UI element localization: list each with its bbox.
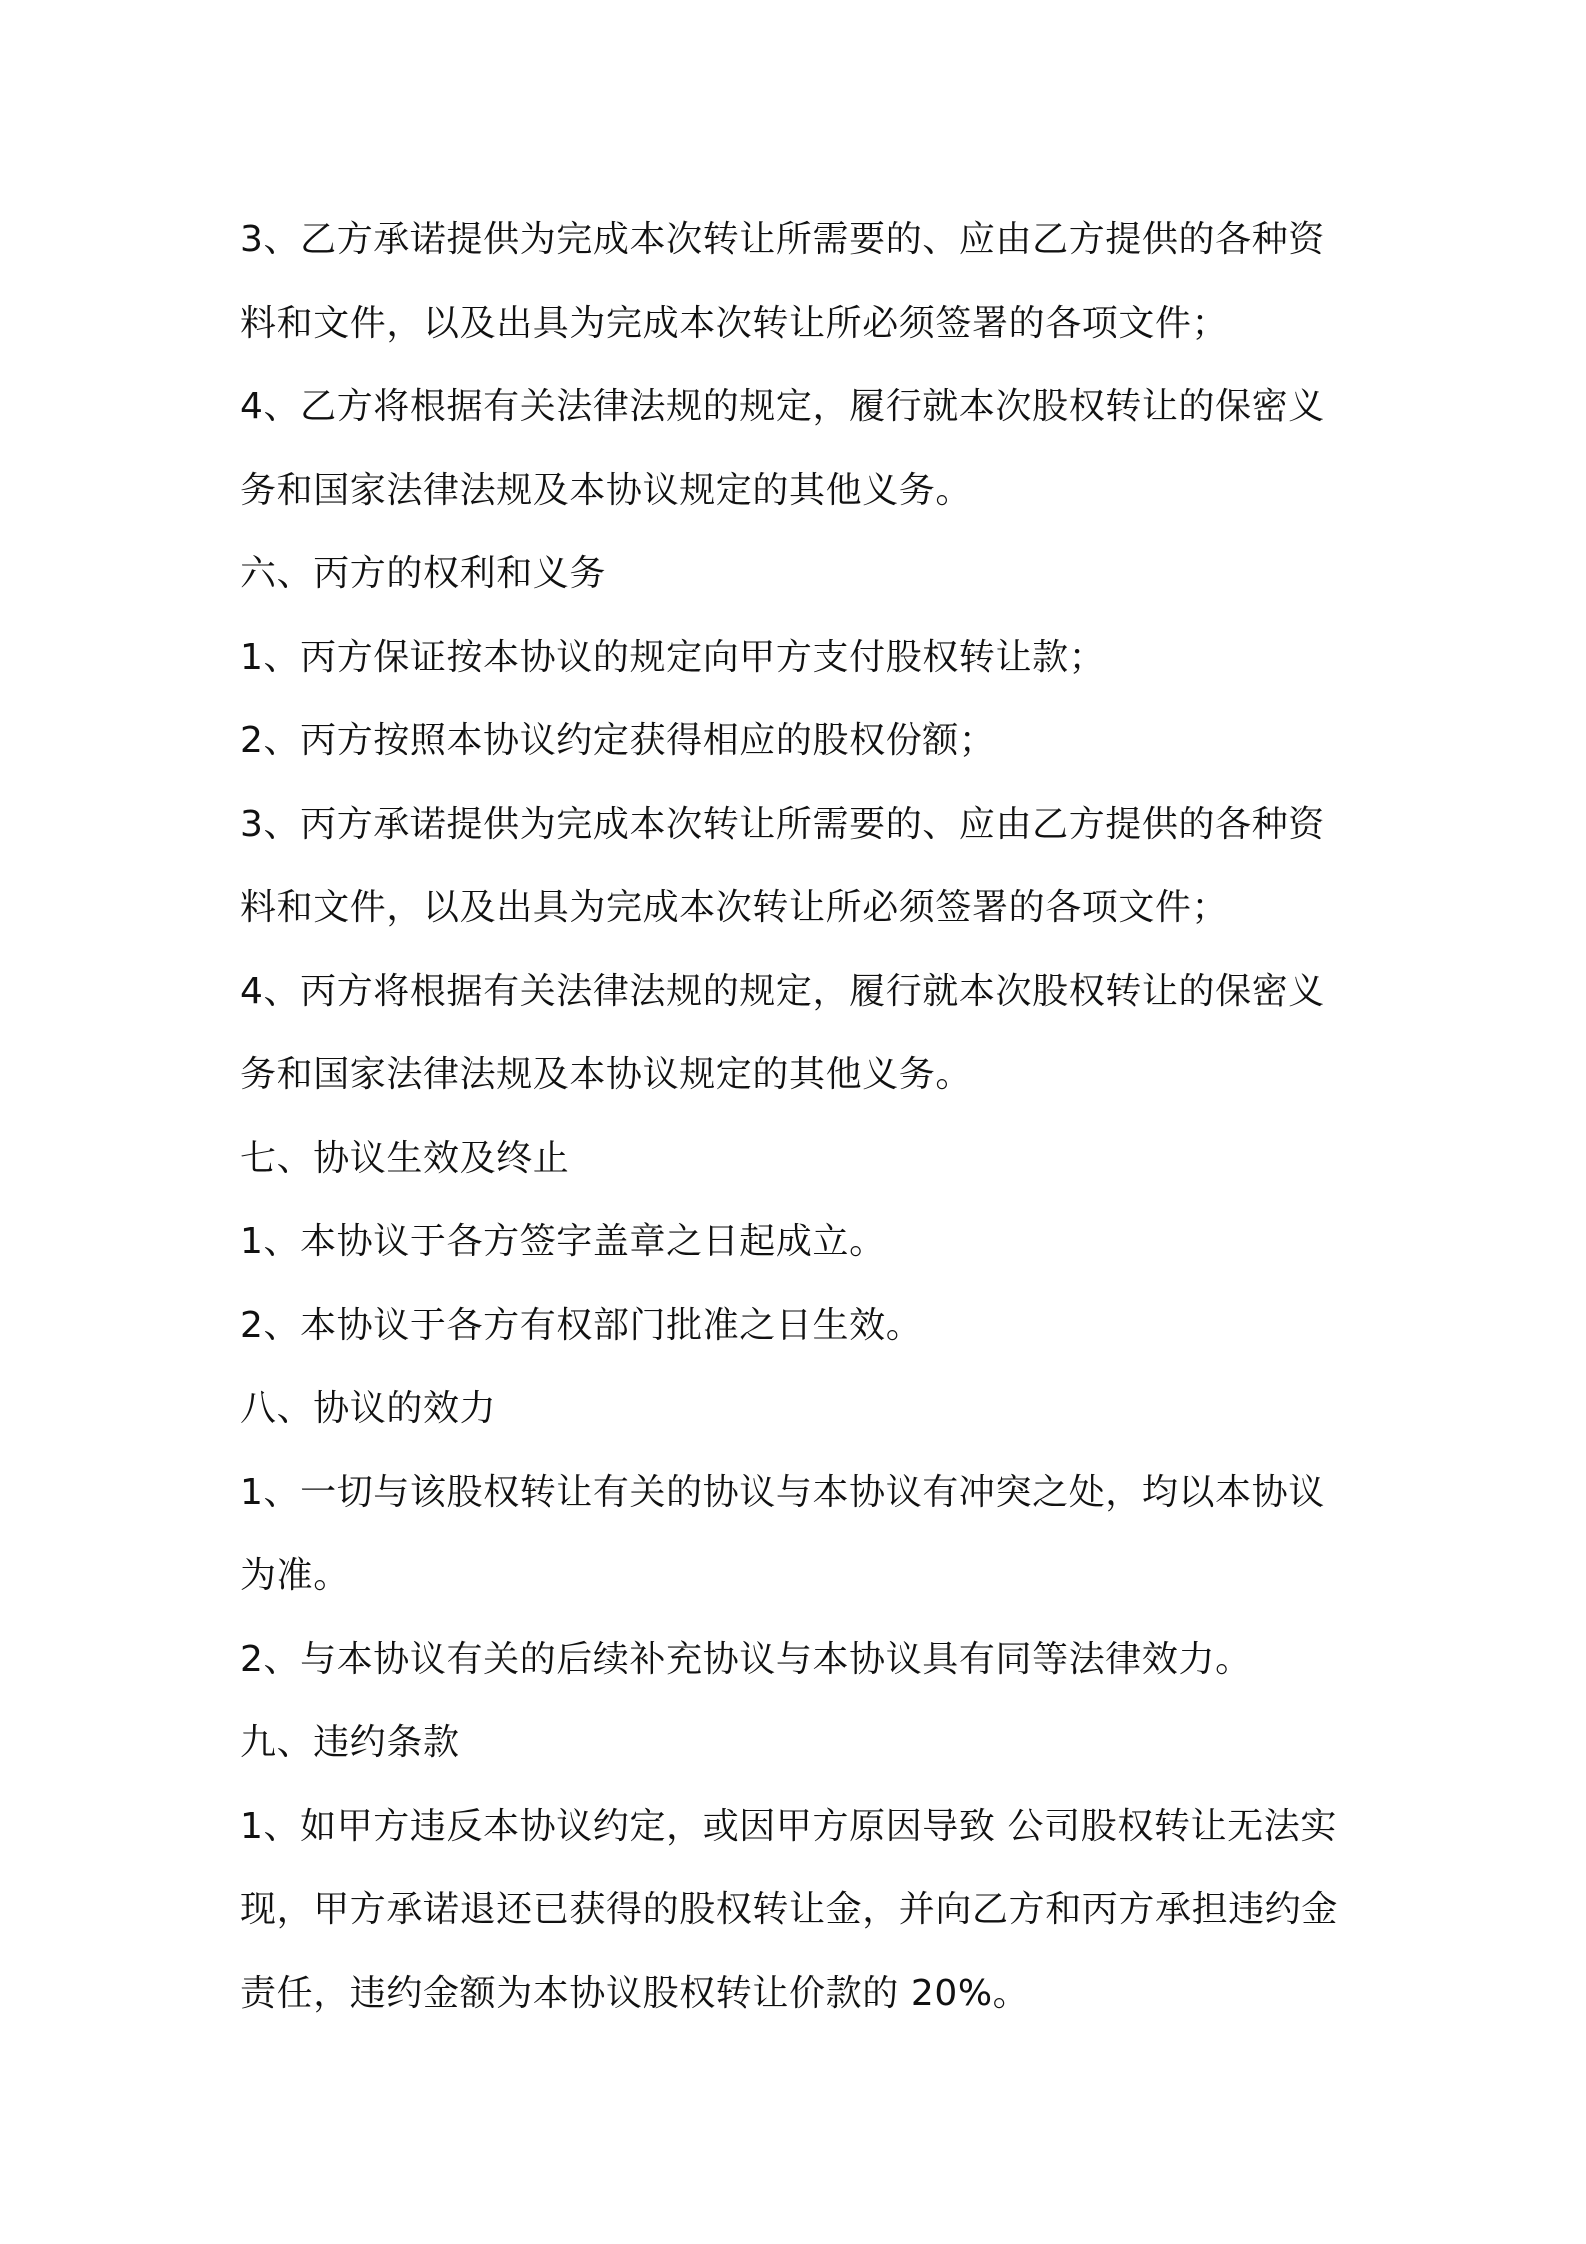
clause-9-1-line-3: 责任，违约金额为本协议股权转让价款的 20%。: [240, 1972, 1030, 2014]
clause-6-1: 1、丙方保证按本协议的规定向甲方支付股权转让款；: [240, 636, 1106, 678]
clause-5-4-line-2: 务和国家法律法规及本协议规定的其他义务。: [240, 469, 973, 511]
clause-6-2: 2、丙方按照本协议约定获得相应的股权份额；: [240, 720, 996, 761]
document-body: [240, 198, 1360, 2035]
section-6-heading: 六、丙方的权利和义务: [240, 553, 607, 594]
clause-6-4-line-2: 务和国家法律法规及本协议规定的其他义务。: [240, 1054, 973, 1095]
clause-6-3-line-2: 料和文件，以及出具为完成本次转让所必须签署的各项文件；: [240, 887, 1229, 928]
clause-6-4-line-1: 4、丙方将根据有关法律法规的规定，履行就本次股权转让的保密义: [240, 970, 1325, 1012]
clause-7-1: 1、本协议于各方签字盖章之日起成立。: [240, 1221, 886, 1262]
clause-7-2: 2、本协议于各方有权部门批准之日生效。: [240, 1304, 923, 1346]
clause-9-1-line-2: 现，甲方承诺退还已获得的股权转让金，并向乙方和丙方承担违约金: [240, 1889, 1339, 1930]
clause-8-1-line-1: 1、一切与该股权转让有关的协议与本协议有冲突之处，均以本协议: [240, 1471, 1325, 1513]
section-9-heading: 九、违约条款: [240, 1722, 460, 1763]
section-8-heading: 八、协议的效力: [240, 1388, 497, 1429]
clause-8-1-line-2: 为准。: [240, 1555, 350, 1596]
clause-6-3-line-1: 3、丙方承诺提供为完成本次转让所需要的、应由乙方提供的各种资: [240, 803, 1325, 845]
section-7-heading: 七、协议生效及终止: [240, 1137, 570, 1179]
clause-5-3-line-2: 料和文件，以及出具为完成本次转让所必须签署的各项文件；: [240, 302, 1229, 344]
clause-8-2: 2、与本协议有关的后续补充协议与本协议具有同等法律效力。: [240, 1638, 1252, 1680]
clause-5-3-line-1: 3、乙方承诺提供为完成本次转让所需要的、应由乙方提供的各种资: [240, 219, 1325, 260]
clause-5-4-line-1: 4、乙方将根据有关法律法规的规定，履行就本次股权转让的保密义: [240, 386, 1325, 427]
clause-9-1-line-1: 1、如甲方违反本协议约定，或因甲方原因导致 公司股权转让无法实: [240, 1805, 1337, 1847]
